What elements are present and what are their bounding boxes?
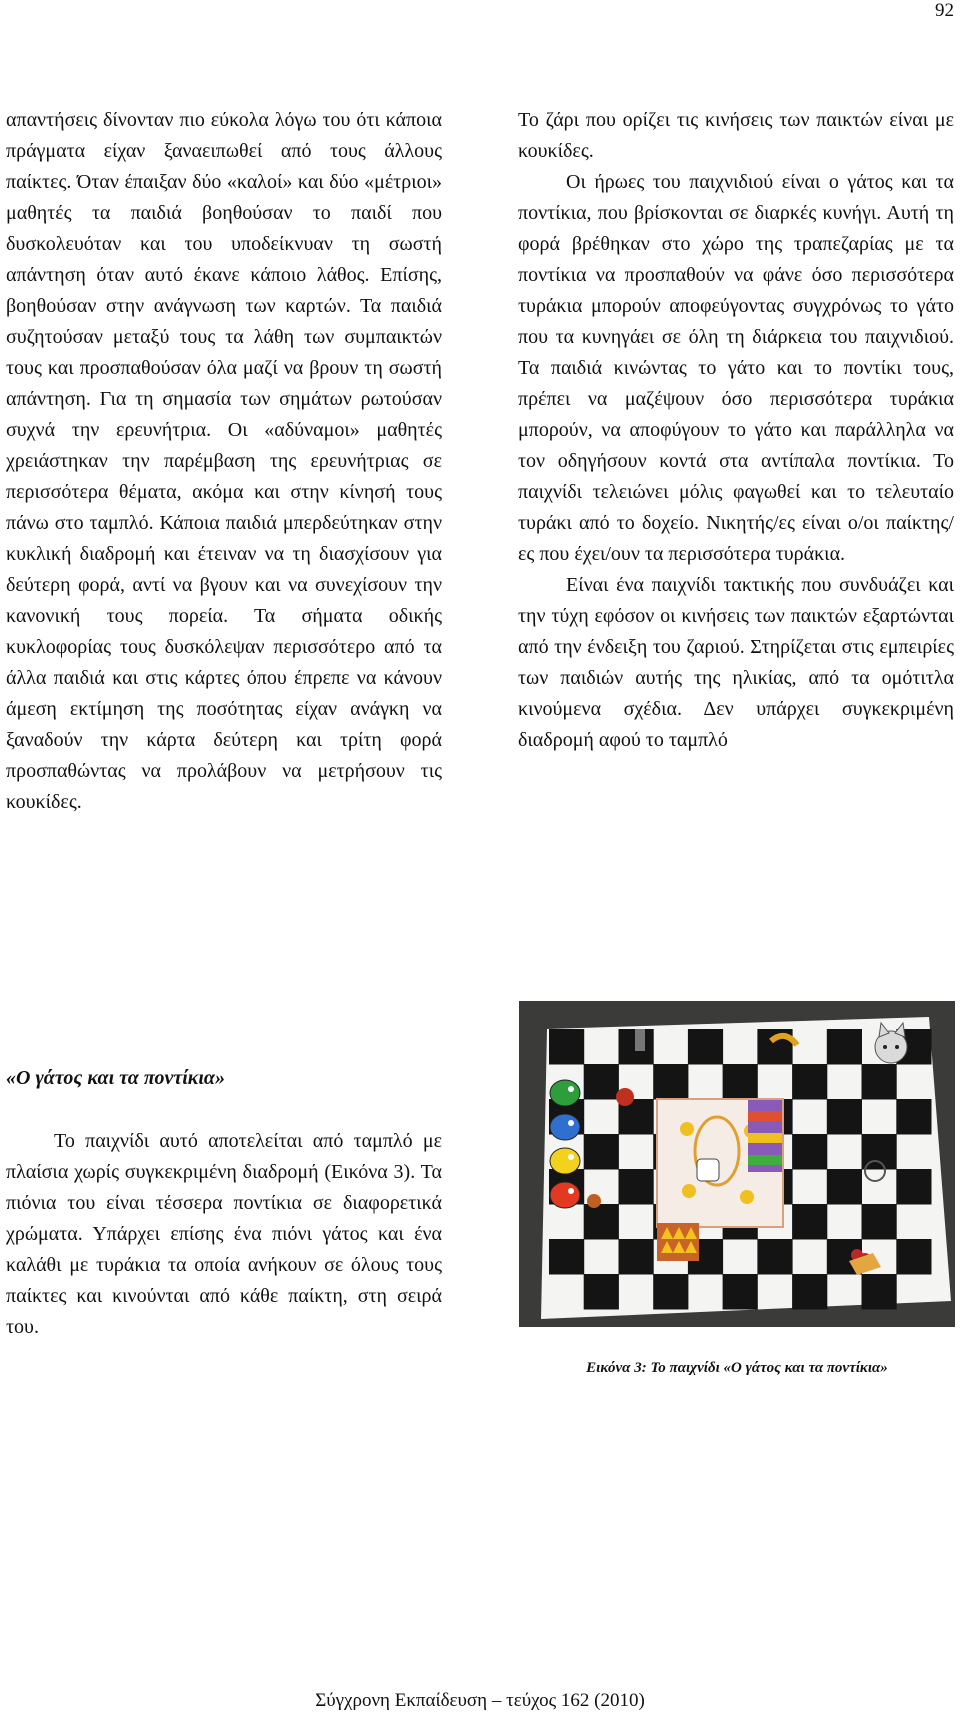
board-square-black	[584, 1204, 619, 1240]
left-column-section-text	[6, 1126, 442, 1343]
board-square-black	[862, 1274, 897, 1310]
board-square-black	[584, 1134, 619, 1170]
mouse-eye	[568, 1188, 574, 1194]
board-square-black	[792, 1274, 827, 1310]
cat-eye	[895, 1045, 899, 1049]
mouse-pawn	[550, 1148, 580, 1174]
board-square-black	[896, 1169, 931, 1205]
plate-icon	[740, 1190, 754, 1204]
chicken-leg-icon	[587, 1194, 601, 1208]
section-heading: «Ο γάτος και τα ποντίκια»	[6, 1067, 225, 1089]
mouse-pawn	[550, 1114, 580, 1140]
board-square-black	[584, 1064, 619, 1100]
board-square-black	[653, 1064, 688, 1100]
section-paragraph: Το παιχνίδι αυτό αποτελείται από ταμπλό με πλαίσια χωρίς συγκεκριμένη διαδρομή (Εικόνα 3). Τα πιόνια του είναι τέσσερα ποντίκια σε διαφορετικά χρώματα. Υπάρχει επίσης ένα πιόνι γάτος και ένα καλάθι με τυράκια τα οποία ανήκουν σε όλους τους παίκτες και κινούνται από κάθε παίκτη, στη σειρά του.	[6, 1130, 442, 1338]
right-column-text	[518, 105, 954, 756]
board-square-black	[723, 1274, 758, 1310]
figure-caption: Εικόνα 3: Το παιχνίδι «Ο γάτος και τα ποντίκια»	[586, 1360, 888, 1376]
board-square-black	[792, 1204, 827, 1240]
plate-icon	[680, 1122, 694, 1136]
right-paragraph-1: Το ζάρι που ορίζει τις κινήσεις των παικτών είναι με κουκίδες.	[518, 109, 954, 162]
mouse-pawn	[550, 1182, 580, 1208]
figure-board-photo	[519, 1001, 955, 1327]
mouse-eye	[568, 1120, 574, 1126]
apple-icon	[616, 1088, 634, 1106]
board-square-black	[792, 1064, 827, 1100]
board-square-black	[792, 1134, 827, 1170]
board-square-black	[619, 1169, 654, 1205]
cheese-basket	[657, 1223, 699, 1261]
board-square-black	[723, 1064, 758, 1100]
mouse-eye	[568, 1086, 574, 1092]
stripe	[748, 1155, 782, 1165]
left-column-text	[6, 105, 442, 818]
board-square-black	[862, 1204, 897, 1240]
stripe	[748, 1111, 782, 1121]
bottle-icon	[635, 1029, 645, 1051]
page-number: 92	[935, 0, 954, 21]
board-square-black	[619, 1239, 654, 1275]
board-square-black	[757, 1239, 792, 1275]
board-square-black	[827, 1099, 862, 1135]
board-square-black	[827, 1169, 862, 1205]
cat-eye	[883, 1045, 887, 1049]
board-square-black	[653, 1274, 688, 1310]
right-paragraph-2: Οι ήρωες του παιχνιδιού είναι ο γάτος και τα ποντίκια, που βρίσκονται σε διαρκές κυνήγι. Αυτή τη φορά βρέθηκαν στο χώρο της τραπεζαρίας με τα ποντίκια να προσπαθούν να φάνε όσο περισσότερα τυράκια μπορούν αποφεύγοντας συγχρόνως το γάτο που τα κυνηγάει σε όλη τη διάρκεια του παιχνιδιού. Τα παιδιά κινώντας το γάτο και το ποντίκι τους, πρέπει να μαζέψουν όσο περισσότερα τυράκια μπορούν, να αποφύγουν το γάτο και παράλληλα να τον οδηγήσουν κοντά στα αντίπαλα ποντίκια. Το παιχνίδι τελειώνει μόλις φαγωθεί και το τελευταίο τυράκι από το δοχείο. Νικητής/ες είναι ο/οι παίκτης/ες που έχει/ουν τα περισσότερα τυράκια.	[518, 171, 954, 565]
board-square-black	[896, 1099, 931, 1135]
board-game-illustration	[519, 1001, 955, 1327]
board-square-black	[549, 1029, 584, 1065]
mouse-pawn	[550, 1080, 580, 1106]
board-square-black	[862, 1064, 897, 1100]
board-square-black	[584, 1274, 619, 1310]
left-paragraph-1: απαντήσεις δίνονταν πιο εύκολα λόγω του ότι κάποια πράγματα είχαν ξαναειπωθεί από τους άλλους παίκτες. Όταν έπαιξαν δύο «καλοί» και δύο «μέτριοι» μαθητές τα παιδιά βοηθούσαν το παιδί που δυσκολευόταν και του υποδείκνυαν τη σωστή απάντηση όταν αυτό έκανε κάποιο λάθος. Επίσης, βοηθούσαν στην ανάγνωση των καρτών. Τα παιδιά συζητούσαν μεταξύ τους τα λάθη των συμπαικτών τους και προσπαθούσαν όλα μαζί να βρουν τη σωστή απάντηση. Για τη σημασία των σημάτων ρωτούσαν συχνά την ερευνήτρια. Οι «αδύναμοι» μαθητές χρειάστηκαν την παρέμβαση της ερευνήτριας σε περισσότερα θέματα, ακόμα και στην κίνησή τους πάνω στο ταμπλό. Κάποια παιδιά μπερδεύτηκαν στην κυκλική διαδρομή και έτειναν να τη διασχίσουν για δεύτερη φορά, αντί να βγουν και να συνεχίσουν την κανονική τους πορεία. Τα σήματα οδικής κυκλοφορίας τους δυσκόλεψαν περισσότερο από τα άλλα παιδιά και στις κάρτες όπου έπρεπε να κάνουν άμεση εκτίμηση της ποσότητας είχαν ανάγκη να ξαναδούν την κάρτα δεύτερη και τρίτη φορά προσπαθώντας να προλάβουν να μετρήσουν τις κουκίδες.	[6, 109, 442, 813]
plate-icon	[682, 1184, 696, 1198]
board-square-black	[688, 1029, 723, 1065]
page-footer: Σύγχρονη Εκπαίδευση – τεύχος 162 (2010)	[315, 1690, 645, 1711]
board-square-black	[896, 1239, 931, 1275]
board-square-black	[827, 1029, 862, 1065]
mouse-eye	[568, 1154, 574, 1160]
right-paragraph-3: Είναι ένα παιχνίδι τακτικής που συνδυάζει και την τύχη εφόσον οι κινήσεις των παικτών εξαρτώνται από την ένδειξη του ζαριού. Στηρίζεται στις εμπειρίες των παιδιών αυτής της ηλικίας, από τα ομότιτλα κινούμενα σχέδια. Δεν υπάρχει συγκεκριμένη διαδρομή αφού το ταμπλό	[518, 574, 954, 751]
dice-icon	[697, 1159, 719, 1181]
stripe	[748, 1133, 782, 1143]
board-square-black	[549, 1239, 584, 1275]
